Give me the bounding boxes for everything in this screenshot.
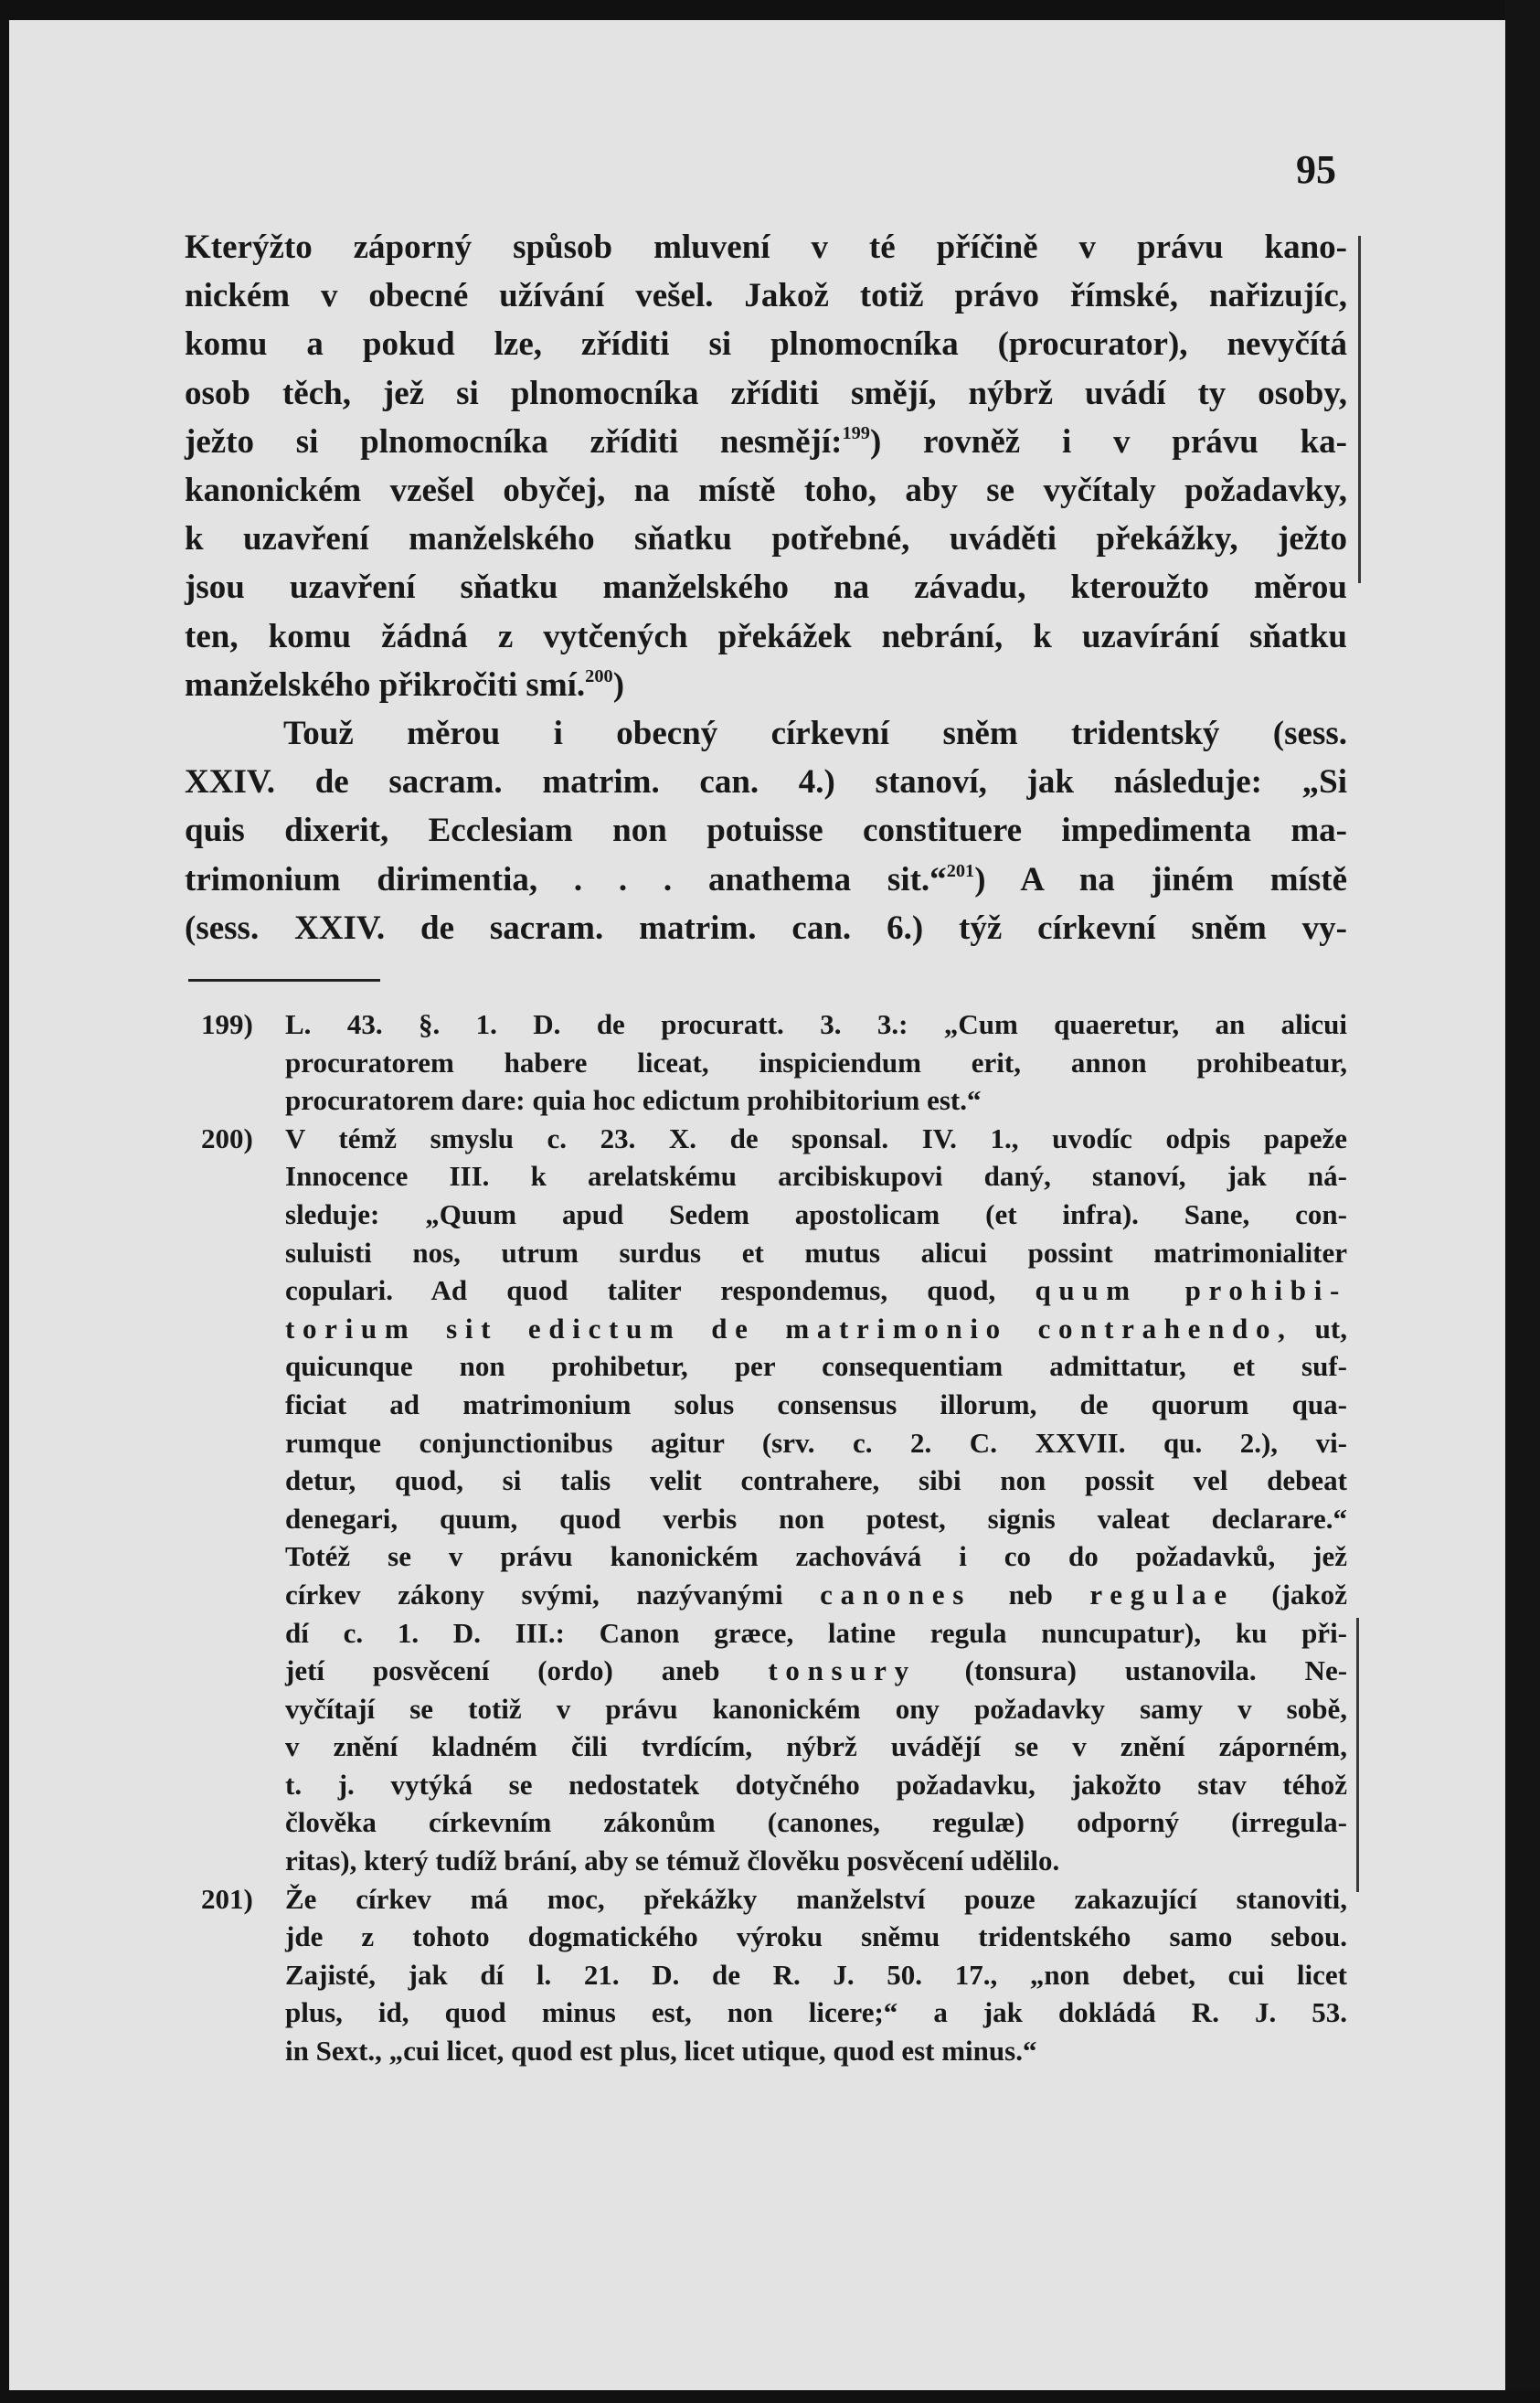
text-line: k uzavření manželského sňatku potřebné, uváděti překážky, ježto [185,520,1347,558]
footnote-line: vyčítají se totiž v právu kanonickém ony požadavky samy v sobě, [285,1692,1347,1725]
footnote-line [285,1652,1347,1690]
footnote-line: L. 43. §. 1. D. de procuratt. 3. 3.: „Cum quaeretur, an alicui [285,1008,1347,1040]
text-segment: jetí posvěcení (ordo) aneb [285,1654,720,1687]
footnote-line [285,1271,1347,1310]
footnotes [186,1005,1347,2070]
footnote-line: suluisti nos, utrum surdus et mutus alicui possint matrimonialiter [285,1236,1347,1269]
text-segment: ut, [1314,1312,1347,1345]
text-line: ten, komu žádná z vytčených překážek nebrání, k uzavírání sňatku [185,617,1347,655]
text-line: Kterýžto záporný spůsob mluvení v té příčině v právu kano- [185,229,1347,266]
footnote-line: dí c. 1. D. III.: Canon græce, latine regula nuncupatur), ku při- [285,1616,1347,1649]
main-text [185,223,1347,952]
text-segment: církev zákony svými, nazývanými [285,1578,783,1611]
text-line [185,661,1347,709]
footnote-line [285,1310,1347,1348]
footnote-200 [186,1120,1347,1880]
footnote-line: Innocence III. k arelatskému arcibiskupovi daný, stanoví, jak ná- [285,1160,1347,1193]
text-line: Touž měrou i obecný církevní sněm tridentský (sess. [283,715,1347,753]
text-segment: neb [1008,1578,1053,1611]
margin-pencil-mark [1356,1618,1359,1892]
footnote-line: člověka církevním zákonům (canones, regulæ) odporný (irregula- [285,1806,1347,1839]
spaced-text: torium sit edictum de matrimonio contrahendo, [285,1312,1293,1345]
footnote-line: Totéž se v právu kanonickém zachovává i co do požadavků, jež [285,1540,1347,1573]
footnote-line: sleduje: „Quum apud Sedem apostolicam (et infra). Sane, con- [285,1197,1347,1230]
scan-border-top [0,0,1540,20]
footnote-line: Že církev má moc, překážky manželství pouze zakazující stanoviti, [285,1882,1347,1915]
footnote-mark: 199) [201,1008,253,1040]
spaced-text: regulae [1089,1578,1235,1611]
spaced-text: canones [820,1578,972,1611]
footnote-separator [188,979,380,982]
footnote-line: ficiat ad matrimonium solus consensus illorum, de quorum qua- [285,1388,1347,1420]
text-segment: manželského přikročiti smí. [185,665,586,704]
text-segment: (jakož [1271,1578,1348,1611]
footnote-line: t. j. vytýká se nedostatek dotyčného požadavku, jakožto stav téhož [285,1768,1347,1801]
text-line: quis dixerit, Ecclesiam non potuisse constituere impedimenta ma- [185,812,1347,850]
footnote-line: procuratorem habere liceat, inspiciendum erit, annon prohibeatur, [285,1046,1347,1079]
text-segment: osob těch, jež si plnomocníka zříditi smějí, nýbrž uvádí ty osoby, [185,374,1347,412]
footnote-ref-200[interactable]: 200 [585,665,613,686]
footnote-line: quicunque non prohibetur, per consequentiam admittatur, et suf- [285,1350,1347,1383]
footnote-line: ritas), který tudíž brání, aby se témuž člověku posvěcení udělilo. [285,1845,1060,1877]
margin-pencil-mark [1358,236,1361,583]
text-line [185,418,1347,466]
text-line: komu a pokud lze, zříditi si plnomocníka (procurator), nevyčítá [185,325,1347,364]
footnote-line: plus, id, quod minus est, non licere;“ a jak dokládá R. J. 53. [285,1996,1347,2029]
text-segment: ) [612,665,625,704]
footnote-line: jde z tohoto dogmatického výroku sněmu tridentského samo sebou. [285,1920,1347,1953]
footnote-199 [186,1005,1347,1120]
text-segment: ) rovněž i v právu ka- [869,422,1347,461]
text-line: jsou uzavření sňatku manželského na závadu, kteroužto měrou [185,569,1347,607]
text-line [185,856,1347,904]
text-line: (sess. XXIV. de sacram. matrim. can. 6.) týž církevní sněm vy- [185,909,1347,947]
footnote-line: procuratorem dare: quia hoc edictum prohibitorium est.“ [285,1084,982,1117]
footnote-line [285,1576,1347,1614]
footnote-ref-199[interactable]: 199 [842,422,870,443]
footnote-mark: 201) [201,1882,253,1915]
footnote-ref-201[interactable]: 201 [946,860,975,881]
scan-border-bottom [0,2390,1540,2403]
footnote-line: Zajisté, jak dí l. 21. D. de R. J. 50. 17., „non debet, cui licet [285,1958,1347,1991]
text-line: nickém v obecné užívání vešel. Jakož totiž právo římské, nařizujíc, [185,277,1347,315]
footnote-line: denegari, quum, quod verbis non potest, signis valeat declarare.“ [285,1502,1347,1535]
text-segment: ) A na jiném místě [974,860,1347,898]
text-line: kanonickém vzešel obyčej, na místě toho, aby se vyčítaly požadavky, [185,472,1347,510]
footnote-line: in Sext., „cui licet, quod est plus, licet utique, quod est minus.“ [285,2035,1037,2068]
footnote-line: detur, quod, si talis velit contrahere, sibi non possit vel debeat [285,1464,1347,1497]
text-segment: copulari. Ad quod taliter respondemus, quod, [285,1274,996,1307]
footnote-mark: 200) [201,1122,253,1154]
scan-border-left [0,0,9,2403]
scan-border-right [1505,0,1540,2403]
spaced-text: quum prohibi- [1035,1274,1347,1307]
footnote-line: v znění kladném čili tvrdícím, nýbrž uvádějí se v znění záporném, [285,1730,1347,1763]
footnote-line: rumque conjunctionibus agitur (srv. c. 2. C. XXVII. qu. 2.), vi- [285,1426,1347,1459]
text-segment: (tonsura) ustanovila. Ne- [964,1654,1348,1687]
spaced-text: tonsury [768,1654,917,1687]
text-segment: trimonium dirimentia, . . . anathema sit.“ [185,860,947,898]
footnote-201 [186,1880,1347,2070]
footnote-line: V témž smyslu c. 23. X. de sponsal. IV. 1., uvodíc odpis papeže [285,1122,1347,1154]
text-segment: ježto si plnomocníka zříditi nesmějí: [185,422,843,461]
text-line: XXIV. de sacram. matrim. can. 4.) stanoví, jak následuje: „Si [185,763,1347,802]
text-line [185,369,1347,418]
page-number: 95 [1296,147,1336,192]
